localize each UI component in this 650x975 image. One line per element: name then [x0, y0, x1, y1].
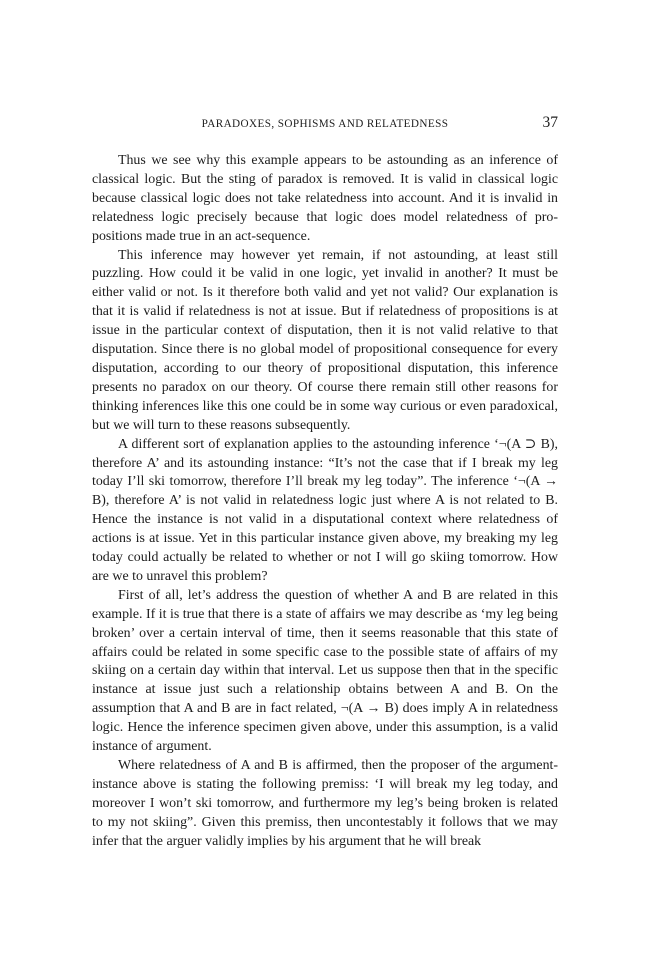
body-text	[92, 152, 558, 852]
page-number: 37	[542, 114, 558, 131]
running-title: PARADOXES, SOPHISMS AND RELATEDNESS	[201, 118, 449, 130]
paragraph: A different sort of explanation applies to the astounding inference ‘¬(A ⊃ B), therefore A’ and its astounding instance: “It’s not the case that if I break my leg today I’ll ski tomorrow, therefore I’ll break my leg today”. The inference ‘¬(A → B), therefore A’ is not valid in relatedness logic just where A is not related to B. Hence the instance is not valid in a disputational context where relatedness of actions is at issue. Yet in this particular instance given above, my breaking my leg today could actually be related to whether or not I will go skiing tomorrow. How are we to unravel this problem?	[92, 436, 558, 584]
paragraph: Thus we see why this example appears to be astounding as an inference of classical logic. But the sting of paradox is removed. It is valid in classical logic because classical logic does not take relatedness into account. And it is invalid in relatedness logic precisely because that logic does model relatedness of propositions made true in an act-sequence.	[92, 153, 558, 244]
paragraph: This inference may however yet remain, if not astounding, at least still puzzling. How could it be valid in one logic, yet invalid in another? It must be either valid or not. Is it therefore both valid and yet not valid? Our explanation is that it is valid if relatedness is not at issue. But if relatedness of propositions is at issue in the particular context of disputation, then it is not valid relative to that disputation. Since there is no global model of propositional consequence for every disputation, according to our theory of propositional disputation, this inference presents no paradox on our theory. Of course there remain still other reasons for thinking inferences like this one could be in some way curious or even paradoxical, but we will turn to these reasons subsequently.	[92, 247, 558, 433]
paragraph: First of all, let’s address the question of whether A and B are related in this example. If it is true that there is a state of affairs we may describe as ‘my leg being broken’ over a certain interval of time, then it seems reasonable that this state of affairs could be related in some specific case to the possible state of affairs of my skiing on a certain day within that interval. Let us suppose then that in the specific instance at issue just such a relationship obtains between A and B. On the assumption that A and B are in fact related, ¬(A → B) does imply A in relatedness logic. Hence the inference specimen given above, under this assumption, is a valid instance of argument.	[92, 587, 558, 755]
paragraph: Where relatedness of A and B is affirmed, then the proposer of the argument-instance above is stating the following premiss: ‘I will break my leg today, and moreover I won’t ski tomorrow, and furthermore my leg’s being broken is related to my not skiing”. Given this premiss, then uncontestably it follows that we may infer that the arguer validly implies by his argument that he will break	[92, 758, 558, 849]
running-head	[92, 114, 558, 134]
